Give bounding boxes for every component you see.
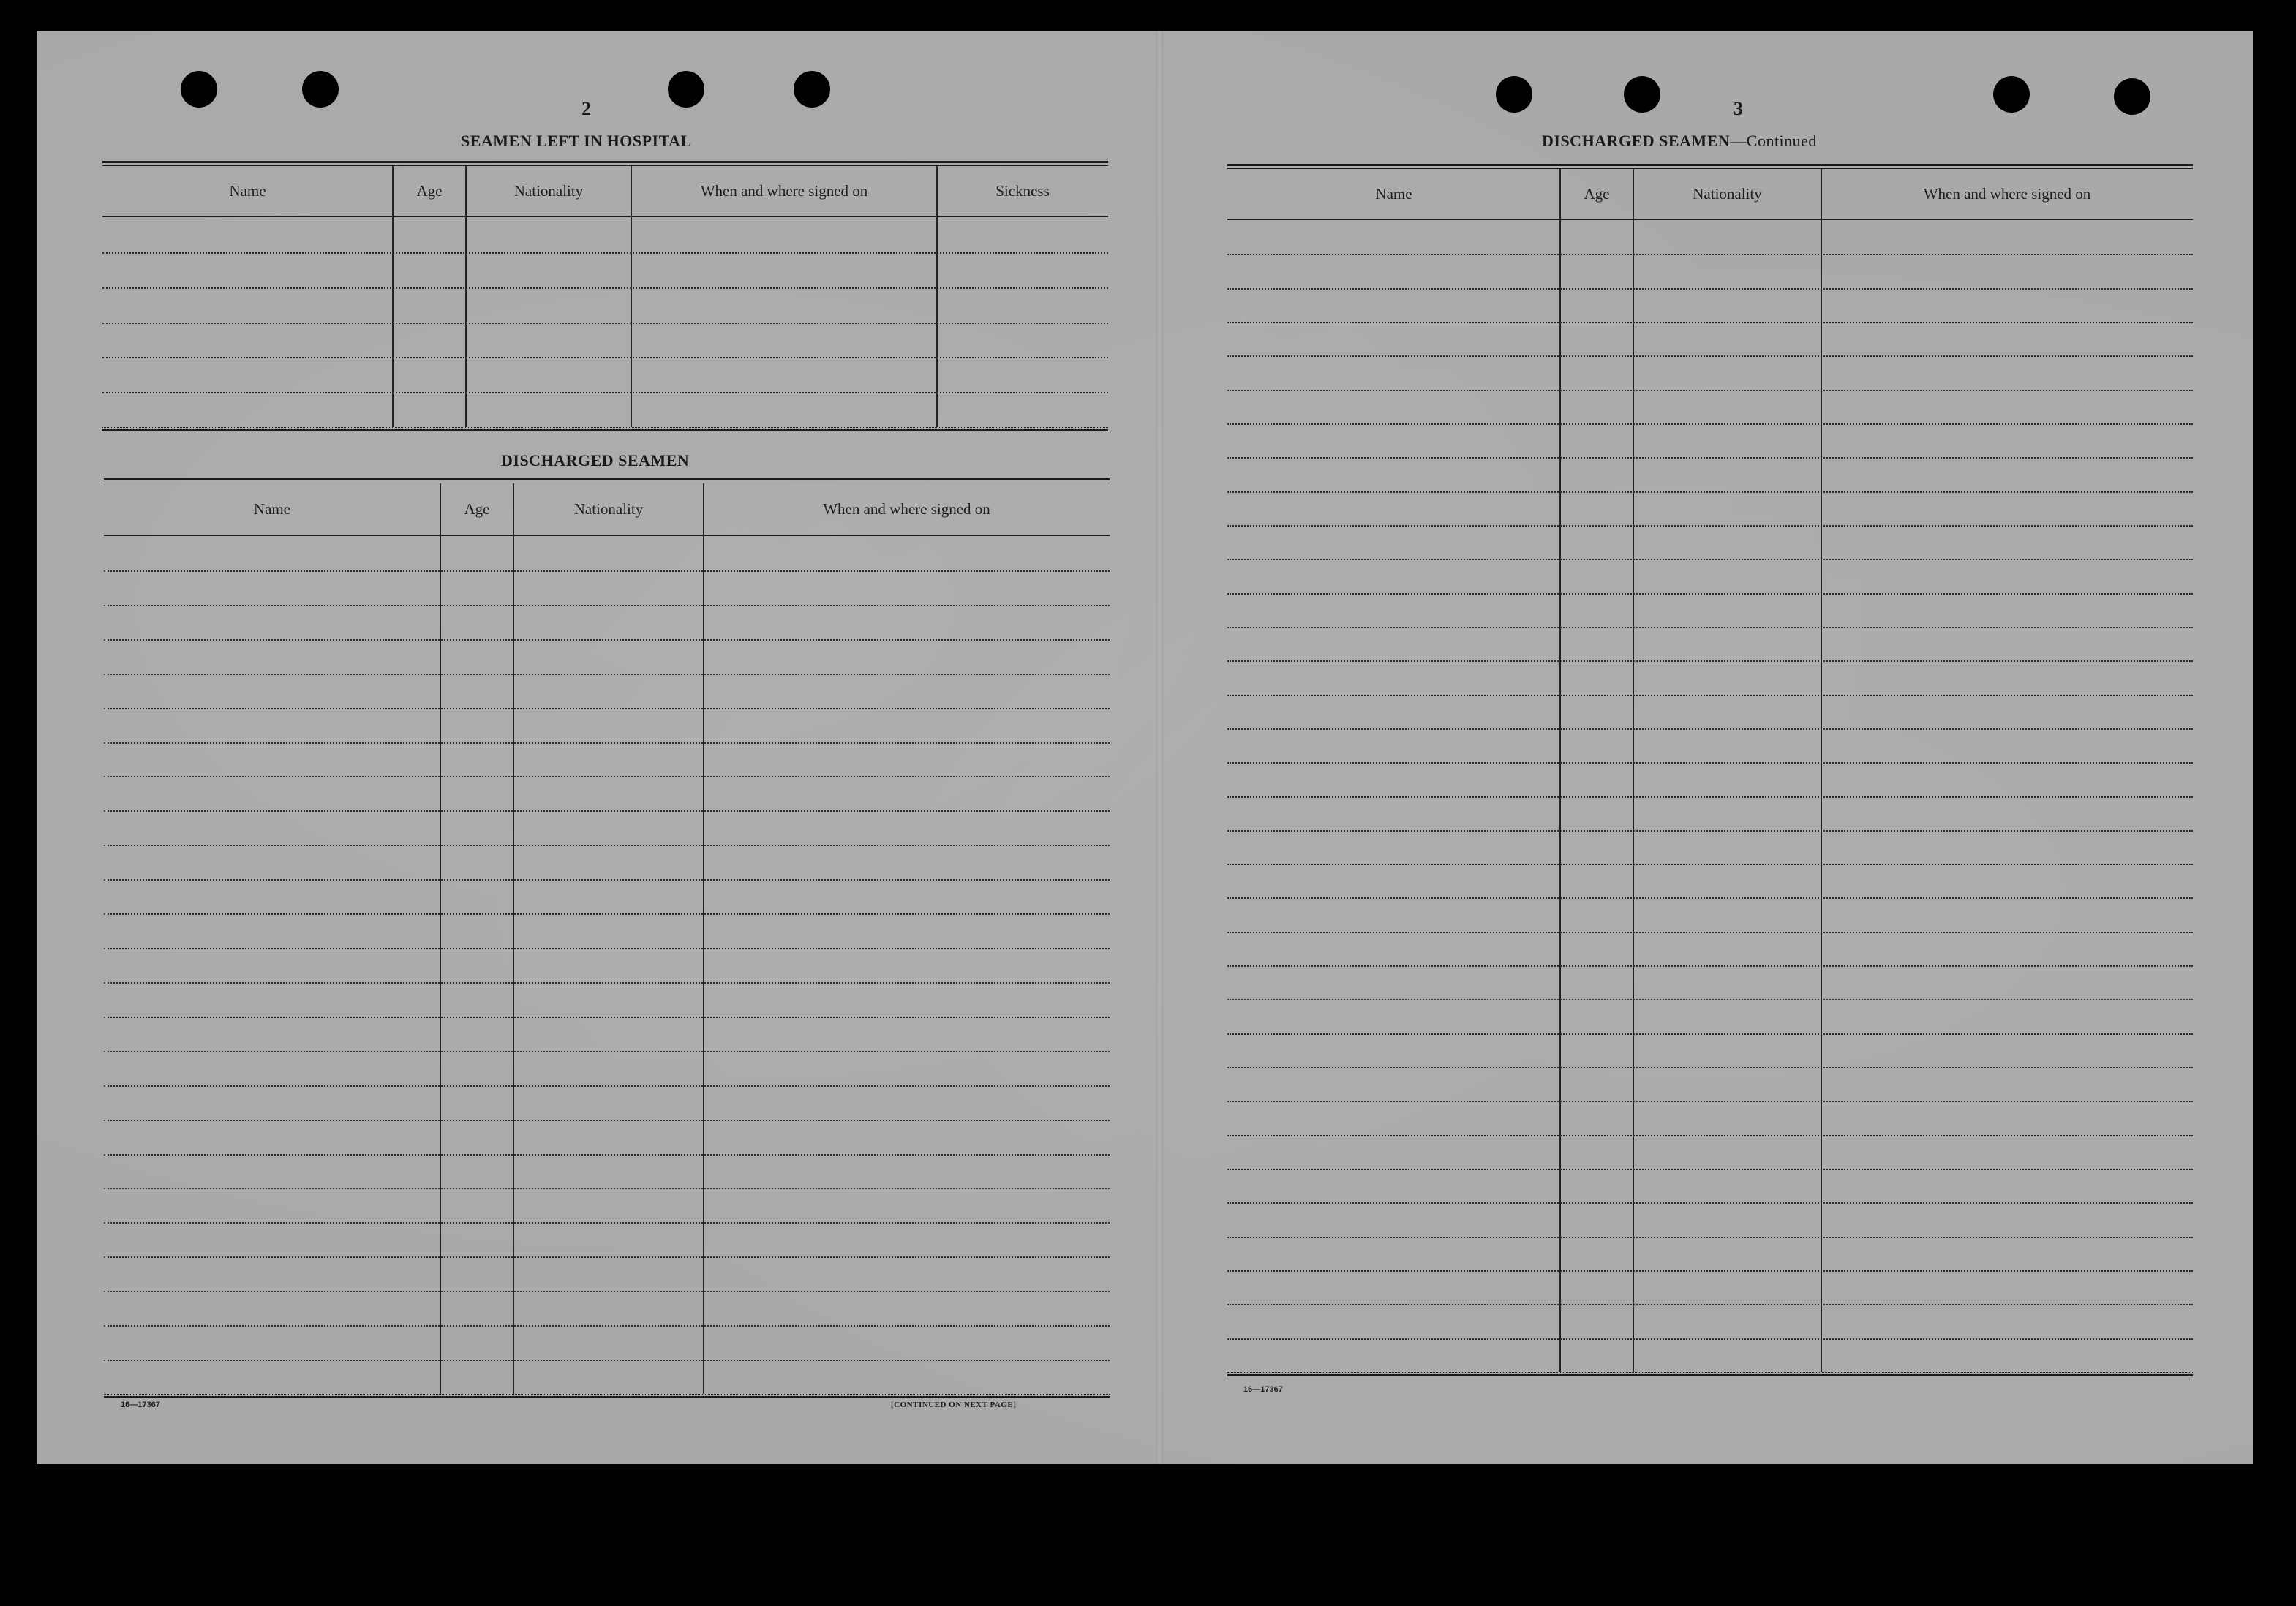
continued-note: [CONTINUED ON NEXT PAGE] xyxy=(891,1400,1017,1409)
column-header-name: Name xyxy=(229,181,266,200)
table-header xyxy=(1227,169,2193,220)
table-row-line xyxy=(104,1154,1110,1156)
column-header-name: Name xyxy=(1375,184,1412,203)
table-row-line xyxy=(1227,254,2193,255)
table-row-line xyxy=(1227,423,2193,425)
column-header-when-where: When and where signed on xyxy=(1923,184,2091,203)
table-row-line xyxy=(1227,830,2193,832)
table-row-line xyxy=(104,982,1110,984)
column-divider xyxy=(465,166,467,427)
table-row-line xyxy=(1227,288,2193,290)
table-row-line xyxy=(1227,559,2193,560)
table-row-line xyxy=(1227,491,2193,493)
table-row-line xyxy=(102,357,1108,358)
table-row-line xyxy=(104,776,1110,777)
column-header-name: Name xyxy=(253,499,291,518)
column-header-sickness: Sickness xyxy=(995,181,1050,200)
table-row-line xyxy=(1227,1101,2193,1102)
table-row-line xyxy=(104,708,1110,709)
table-row-line xyxy=(104,1325,1110,1327)
table-row-line xyxy=(1227,796,2193,798)
table-row-line xyxy=(1227,999,2193,1000)
table-bottom-rule xyxy=(104,1394,1110,1398)
table-row-line xyxy=(1227,457,2193,459)
page-fold xyxy=(1156,31,1163,1464)
discharged-table xyxy=(104,478,1110,1398)
column-header-nationality: Nationality xyxy=(1693,184,1762,203)
table-row-line xyxy=(104,1360,1110,1361)
discharged-table xyxy=(1227,164,2193,1376)
table-header xyxy=(104,483,1110,536)
table-row-line xyxy=(1227,932,2193,933)
section-title-suffix: —Continued xyxy=(1730,132,1817,150)
table-row-line xyxy=(1227,1033,2193,1035)
table-row-line xyxy=(104,913,1110,915)
left-page xyxy=(37,31,1156,1464)
column-header-when-where: When and where signed on xyxy=(823,499,990,518)
page-number: 3 xyxy=(1734,98,1743,119)
column-divider xyxy=(1559,169,1561,1372)
table-row-line xyxy=(104,810,1110,812)
table-row-line xyxy=(104,1051,1110,1052)
column-divider xyxy=(1821,169,1822,1372)
table-row-line xyxy=(1227,695,2193,696)
table-row-line xyxy=(1227,390,2193,391)
table-row-line xyxy=(1227,355,2193,357)
hospital-section-title: SEAMEN LEFT IN HOSPITAL xyxy=(461,132,692,150)
column-header-age: Age xyxy=(1584,184,1610,203)
table-top-rule xyxy=(104,478,1110,483)
table-row-line xyxy=(1227,660,2193,662)
hospital-table xyxy=(102,161,1108,431)
section-title-text: DISCHARGED SEAMEN xyxy=(1542,132,1731,150)
right-page xyxy=(1163,31,2253,1464)
column-divider xyxy=(936,166,938,427)
table-row-line xyxy=(102,252,1108,254)
table-row-line xyxy=(104,1085,1110,1087)
table-top-rule xyxy=(102,161,1108,166)
table-row-line xyxy=(1227,322,2193,323)
table-row-line xyxy=(102,392,1108,393)
table-row-line xyxy=(1227,593,2193,595)
table-row-line xyxy=(1227,1338,2193,1340)
table-row-line xyxy=(1227,1169,2193,1170)
table-row-line xyxy=(1227,525,2193,527)
column-divider xyxy=(631,166,632,427)
table-row-line xyxy=(1227,728,2193,730)
table-row-line xyxy=(104,1256,1110,1258)
column-divider xyxy=(1633,169,1634,1372)
table-top-rule xyxy=(1227,164,2193,169)
table-row-line xyxy=(104,674,1110,675)
table-row-line xyxy=(1227,1067,2193,1068)
table-row-line xyxy=(1227,1135,2193,1136)
table-row-line xyxy=(1227,864,2193,865)
table-row-line xyxy=(104,879,1110,881)
table-row-line xyxy=(102,287,1108,289)
page-number: 2 xyxy=(581,98,591,119)
table-row-line xyxy=(1227,1237,2193,1238)
table-row-line xyxy=(1227,1304,2193,1305)
table-header xyxy=(102,166,1108,217)
table-row-line xyxy=(1227,1270,2193,1272)
table-row-line xyxy=(104,1017,1110,1018)
discharged-section-title: DISCHARGED SEAMEN xyxy=(501,451,690,470)
table-row-line xyxy=(1227,965,2193,967)
table-bottom-rule xyxy=(1227,1372,2193,1376)
column-header-age: Age xyxy=(464,499,490,518)
document-sheet xyxy=(37,31,2253,1464)
table-row-line xyxy=(104,742,1110,744)
column-header-age: Age xyxy=(416,181,443,200)
column-header-nationality: Nationality xyxy=(513,181,584,200)
table-row-line xyxy=(1227,1202,2193,1204)
table-row-line xyxy=(104,845,1110,846)
table-row-line xyxy=(102,323,1108,324)
form-code: 16—17367 xyxy=(1243,1385,1283,1394)
table-row-line xyxy=(104,570,1110,572)
discharged-continued-title xyxy=(1542,132,1817,151)
table-bottom-rule xyxy=(102,427,1108,431)
column-header-nationality: Nationality xyxy=(573,499,644,518)
table-row-line xyxy=(104,1188,1110,1189)
form-code: 16—17367 xyxy=(121,1400,160,1409)
table-row-line xyxy=(104,605,1110,606)
table-row-line xyxy=(104,639,1110,641)
table-row-line xyxy=(104,1291,1110,1292)
table-row-line xyxy=(104,948,1110,949)
table-row-line xyxy=(1227,897,2193,899)
table-row-line xyxy=(1227,627,2193,628)
table-row-line xyxy=(104,1222,1110,1224)
column-divider xyxy=(392,166,394,427)
column-header-when-where: When and where signed on xyxy=(700,181,868,200)
table-row-line xyxy=(1227,762,2193,764)
table-row-line xyxy=(104,1120,1110,1121)
